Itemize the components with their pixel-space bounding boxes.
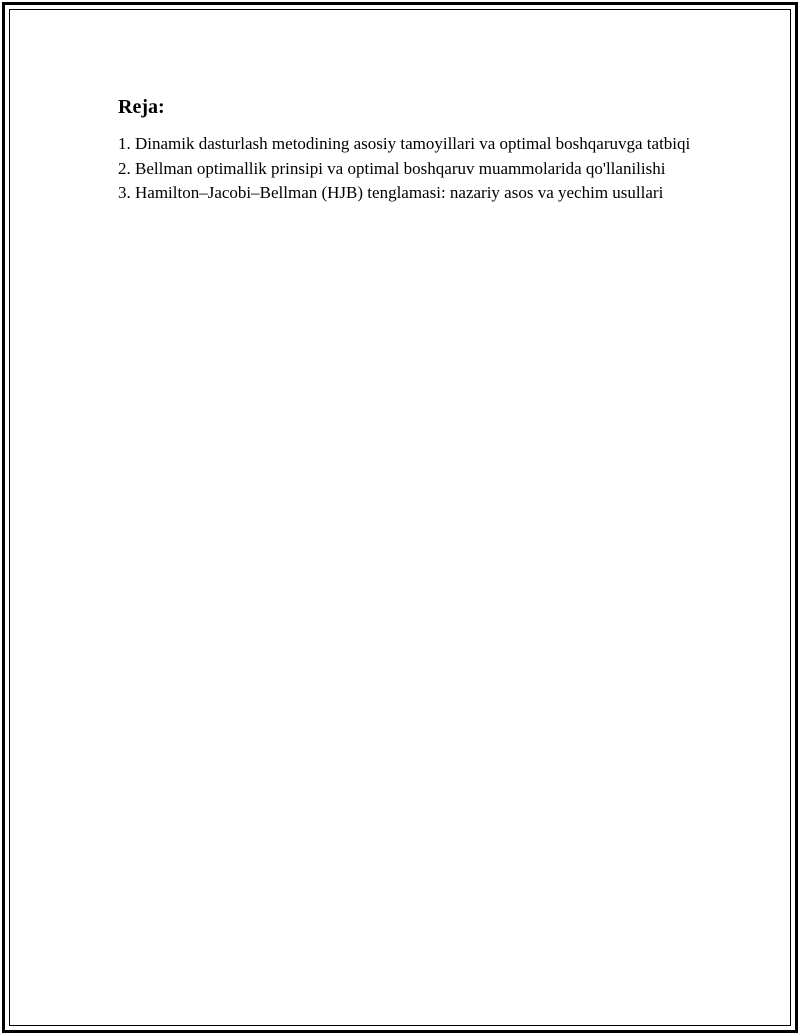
plan-item-3: 3. Hamilton–Jacobi–Bellman (HJB) tenglamasi: nazariy asos va yechim usullari	[118, 183, 664, 202]
document-body	[118, 94, 698, 206]
plan-list	[118, 132, 698, 206]
plan-item-2: 2. Bellman optimallik prinsipi va optimal boshqaruv muammolarida qo'llanilishi	[118, 158, 666, 178]
plan-item-1: 1. Dinamik dasturlash metodining asosiy tamoyillari va optimal boshqaruvga tatbiqi	[118, 134, 691, 153]
plan-heading: Reja:	[118, 96, 165, 118]
